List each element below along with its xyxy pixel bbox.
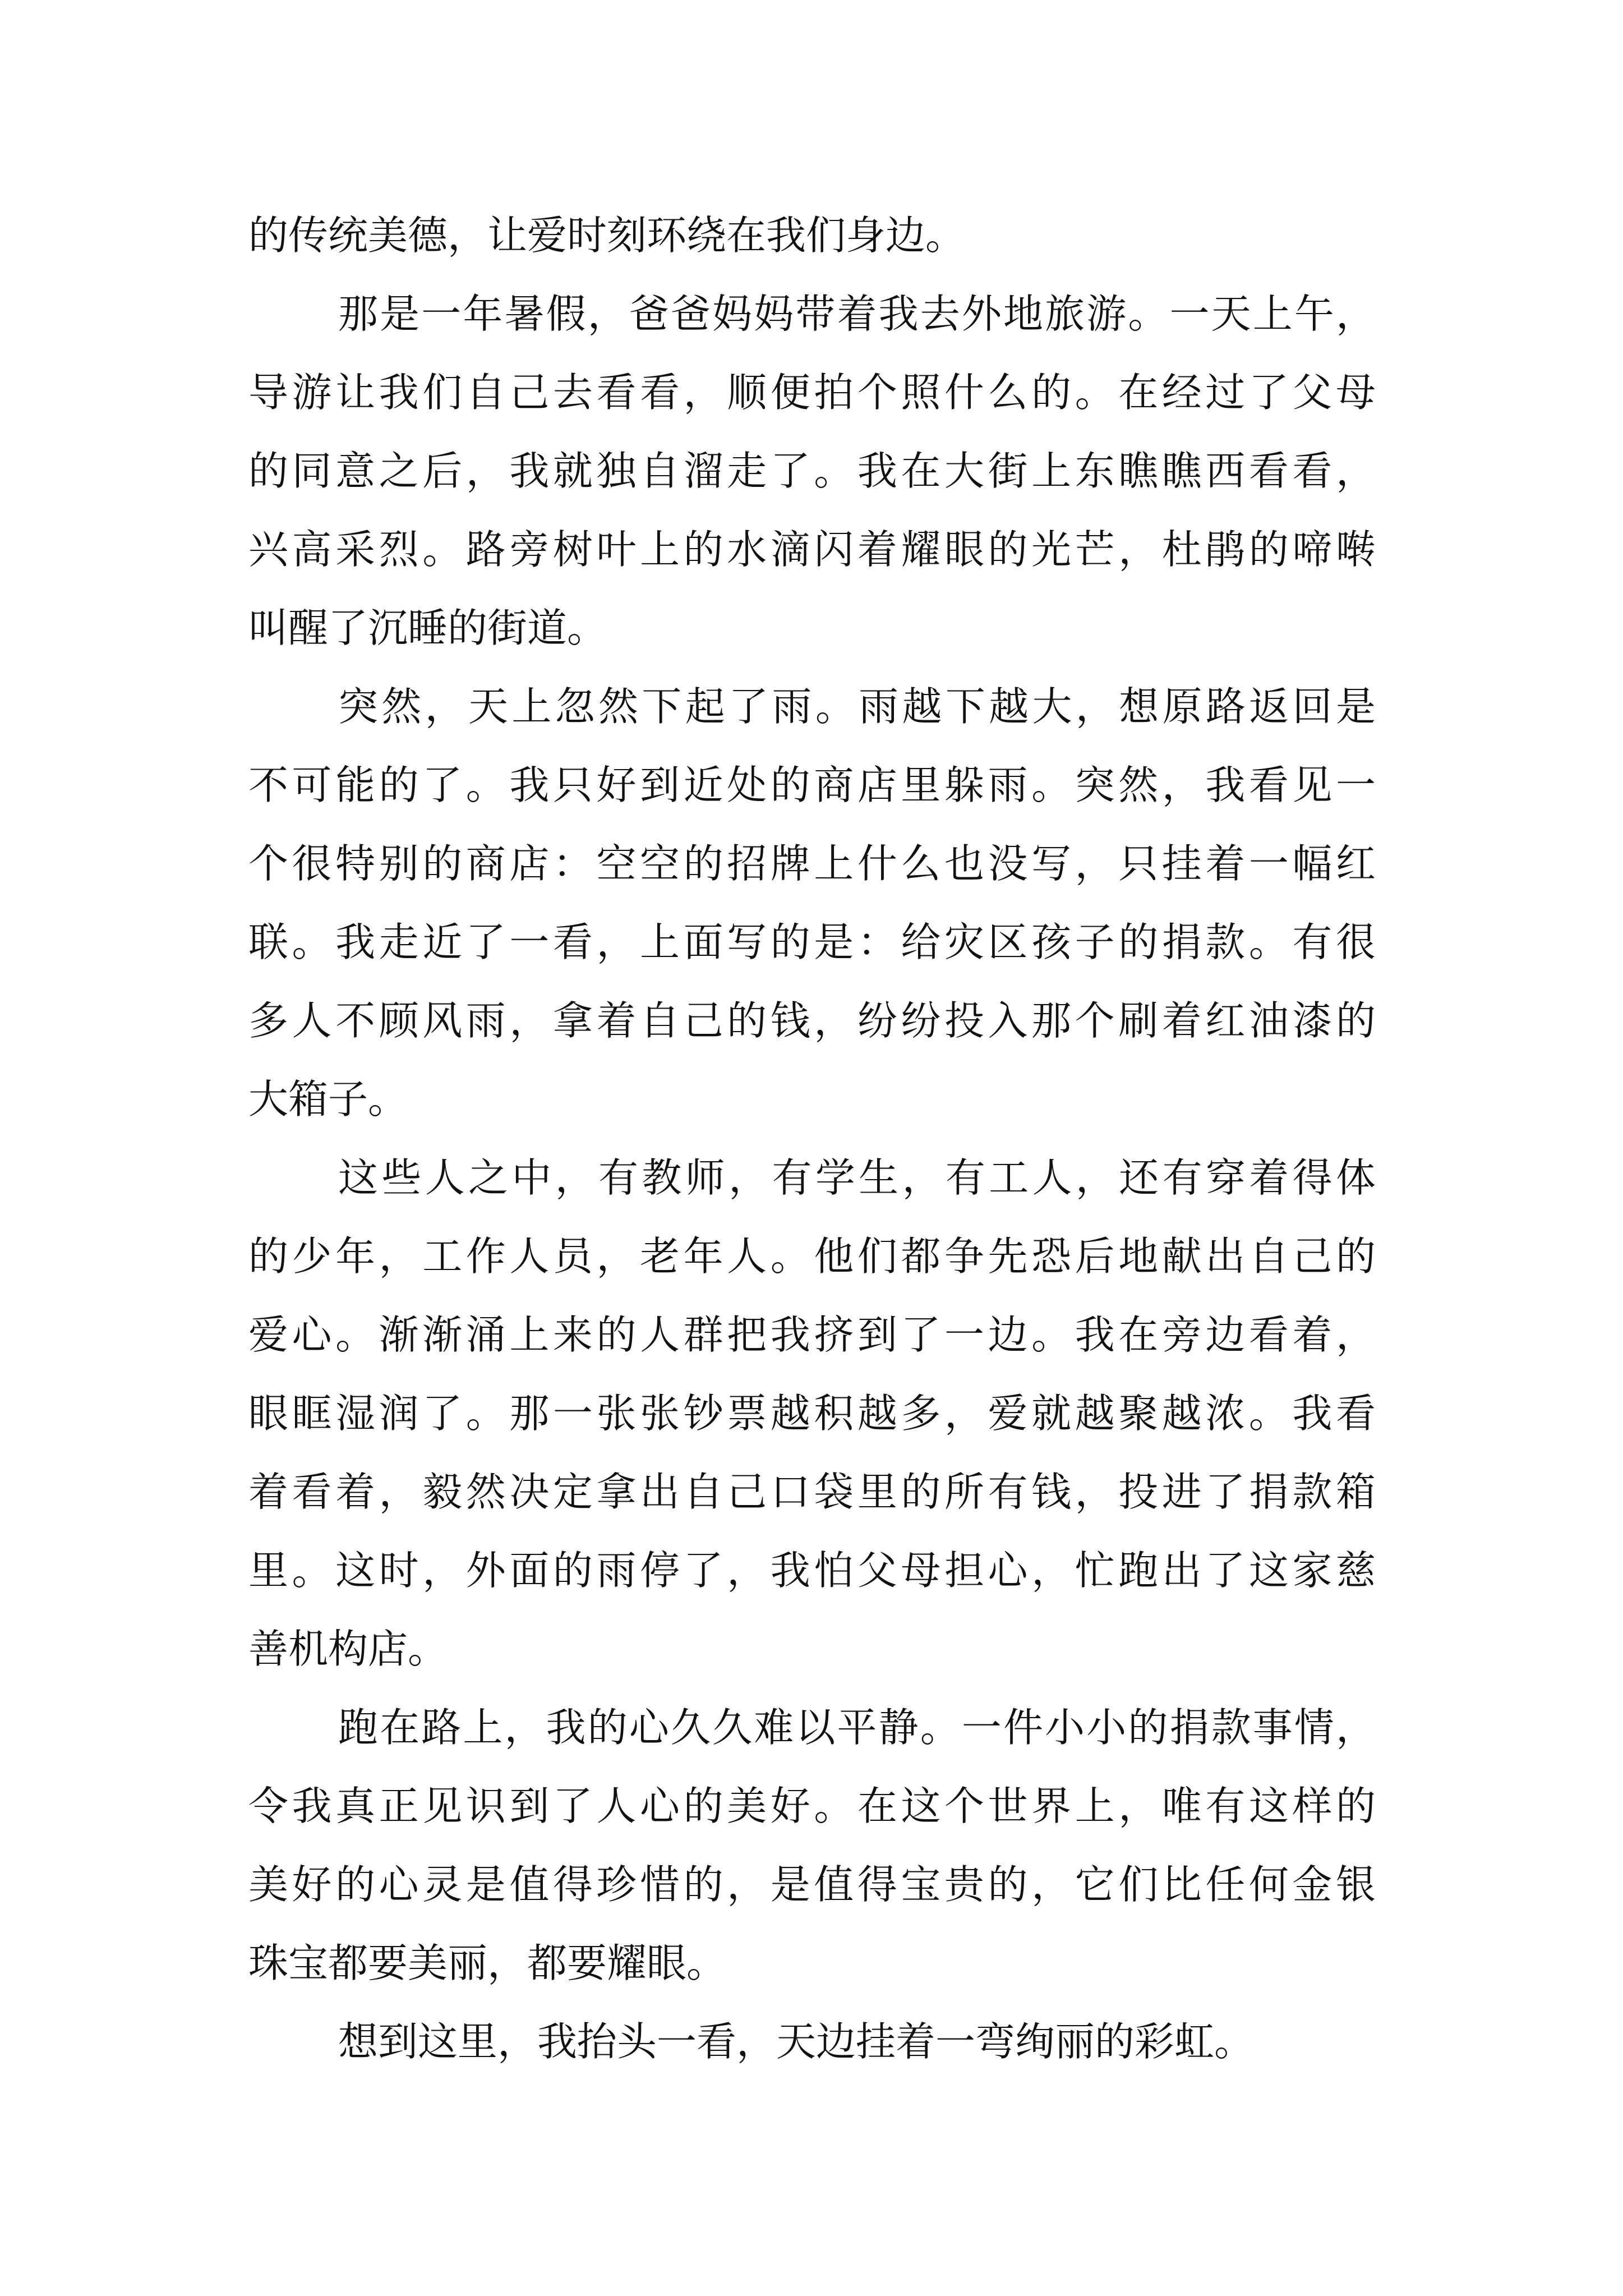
text-line: 珠宝都要美丽，都要耀眼。: [248, 1940, 727, 1986]
text-line: 的传统美德，让爱时刻环绕在我们身边。: [248, 212, 966, 259]
text-line: 里。这时，外面的雨停了，我怕父母担心，忙跑出了这家慈: [248, 1547, 1376, 1594]
text-line: 兴高采烈。路旁树叶上的水滴闪着耀眼的光芒，杜鹃的啼啭: [248, 526, 1376, 573]
text-line: 多人不顾风雨，拿着自己的钱，纷纷投入那个刷着红油漆的: [248, 997, 1376, 1044]
text-line: 的同意之后，我就独自溜走了。我在大街上东瞧瞧西看看，: [248, 448, 1376, 494]
text-line: 着看着，毅然决定拿出自己口袋里的所有钱，投进了捐款箱: [248, 1469, 1376, 1515]
text-line: 想到这里，我抬头一看，天边挂着一弯绚丽的彩虹。: [338, 2018, 1255, 2065]
text-line: 眼眶湿润了。那一张张钞票越积越多，爱就越聚越浓。我看: [248, 1390, 1376, 1437]
text-line: 大箱子。: [248, 1076, 408, 1122]
text-line: 善机构店。: [248, 1626, 448, 1672]
text-line: 那是一年暑假，爸爸妈妈带着我去外地旅游。一天上午，: [338, 291, 1376, 337]
text-line: 导游让我们自己去看看，顺便拍个照什么的。在经过了父母: [248, 369, 1376, 416]
text-line: 令我真正见识到了人心的美好。在这个世界上，唯有这样的: [248, 1783, 1376, 1829]
text-line: 叫醒了沉睡的街道。: [248, 605, 607, 651]
text-line: 的少年，工作人员，老年人。他们都争先恐后地献出自己的: [248, 1233, 1376, 1280]
text-line: 不可能的了。我只好到近处的商店里躲雨。突然，我看见一: [248, 762, 1376, 808]
text-line: 个很特别的商店：空空的招牌上什么也没写，只挂着一幅红: [248, 840, 1376, 887]
text-line: 跑在路上，我的心久久难以平静。一件小小的捐款事情，: [338, 1704, 1376, 1751]
text-line: 联。我走近了一看，上面写的是：给灾区孩子的捐款。有很: [248, 919, 1376, 965]
text-line: 爱心。渐渐涌上来的人群把我挤到了一边。我在旁边看着，: [248, 1312, 1376, 1358]
text-line: 突然，天上忽然下起了雨。雨越下越大，想原路返回是: [338, 683, 1376, 730]
text-line: 这些人之中，有教师，有学生，有工人，还有穿着得体: [338, 1154, 1376, 1201]
text-line: 美好的心灵是值得珍惜的，是值得宝贵的，它们比任何金银: [248, 1861, 1376, 1908]
document-body: [248, 196, 1376, 2081]
